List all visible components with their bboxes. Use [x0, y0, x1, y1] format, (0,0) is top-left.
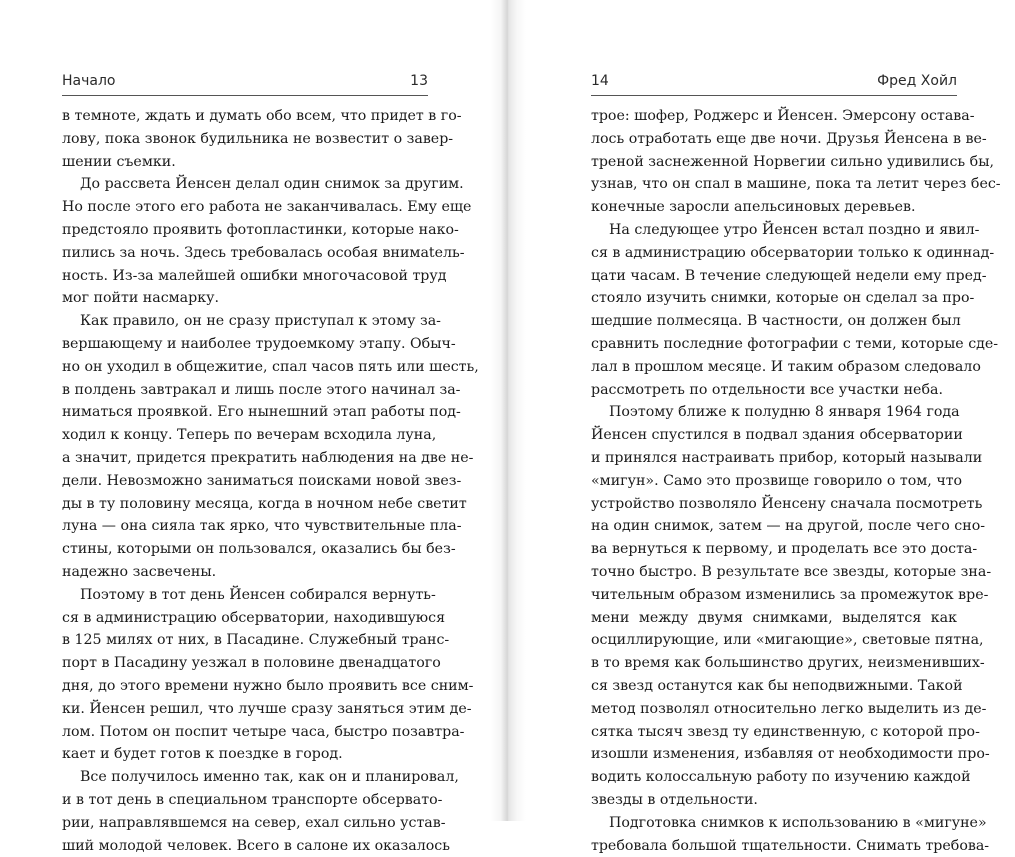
text-line: сравнить последние фотографии с теми, которые сде-	[591, 333, 957, 356]
text-line: и принялся настраивать прибор, который называли	[591, 447, 957, 470]
left-page-header	[62, 73, 428, 96]
text-line: в темноте, ждать и думать обо всем, что придет в го-	[62, 105, 428, 128]
text-line: ся в администрацию обсерватории, находившуюся	[62, 607, 428, 630]
text-line: дня, до этого времени нужно было проявить все сним-	[62, 675, 428, 698]
text-line: ды в ту половину месяца, когда в ночном небе светит	[62, 493, 428, 516]
text-line: лал в прошлом месяце. И таким образом следовало	[591, 356, 957, 379]
text-line: Поэтому ближе к полудню 8 января 1964 года	[591, 401, 957, 424]
text-line: луна — она сияла так ярко, что чувствительные пла-	[62, 515, 428, 538]
text-line: шении съемки.	[62, 151, 428, 174]
page-number: 14	[591, 73, 609, 89]
text-line: но он уходил в общежитие, спал часов пять или шесть,	[62, 356, 428, 379]
text-line: устройство позволяло Йенсену сначала посмотреть	[591, 493, 957, 516]
text-line: рассмотреть по отдельности все участки неба.	[591, 379, 957, 402]
text-line: в 125 милях от них, в Пасадине. Служебный транс-	[62, 629, 428, 652]
text-line: а значит, придется прекратить наблюдения на две не-	[62, 447, 428, 470]
text-line: ниматься проявкой. Его нынешний этап работы под-	[62, 401, 428, 424]
text-line: надежно засвечены.	[62, 561, 428, 584]
text-line: ся звезд останутся как бы неподвижными. Такой	[591, 675, 957, 698]
text-line: чительным образом изменились за промежуток вре-	[591, 584, 957, 607]
text-line: кает и будет готов к поездке в город.	[62, 743, 428, 766]
text-line: звезды в отдельности.	[591, 789, 957, 812]
text-line: пились за ночь. Здесь требовалась особая внимatель-	[62, 242, 428, 265]
text-line: требовала большой тщательности. Снимать требова-	[591, 835, 957, 857]
text-line: ся в администрацию обсерватории только к одиннад-	[591, 242, 957, 265]
text-line: ность. Из-за малейшей ошибки многочасовой труд	[62, 265, 428, 288]
text-line: изошли изменения, избавляя от необходимости про-	[591, 743, 957, 766]
text-line: Как правило, он не сразу приступал к этому за-	[62, 310, 428, 333]
text-line: Подготовка снимков к использованию в «мигуне»	[591, 812, 957, 835]
text-line: мог пойти насмарку.	[62, 287, 428, 310]
text-line: сятка тысяч звезд ту единственную, с которой про-	[591, 721, 957, 744]
text-line: ший молодой человек. Всего в салоне их оказалось	[62, 835, 428, 857]
text-line: в то время как большинство других, неизменивших-	[591, 652, 957, 675]
text-line: шедшие полмесяца. В частности, он должен был	[591, 310, 957, 333]
text-line: Поэтому в тот день Йенсен собирался вернуть-	[62, 584, 428, 607]
text-line: предстояло проявить фотопластинки, которые нако-	[62, 219, 428, 242]
text-line: «мигун». Само это прозвище говорило о том, что	[591, 470, 957, 493]
text-line: конечные заросли апельсиновых деревьев.	[591, 196, 957, 219]
text-line: цати часам. В течение следующей недели ему пред-	[591, 265, 957, 288]
text-line: треной заснеженной Норвегии сильно удивились бы,	[591, 151, 957, 174]
text-line: мени между двумя снимками, выделятся как	[591, 607, 957, 630]
text-line: ходил к концу. Теперь по вечерам всходила луна,	[62, 424, 428, 447]
text-line: До рассвета Йенсен делал один снимок за другим.	[62, 173, 428, 196]
text-line: стины, которыми он пользовался, оказались бы без-	[62, 538, 428, 561]
left-page-body-text	[62, 105, 428, 857]
right-page	[507, 0, 1015, 821]
text-line: Но после этого его работа не заканчивалась. Ему еще	[62, 196, 428, 219]
text-line: и в тот день в специальном транспорте обсервато-	[62, 789, 428, 812]
text-line: вершающему и наиболее трудоемкому этапу. Обыч-	[62, 333, 428, 356]
text-line: ва вернуться к первому, и проделать все это доста-	[591, 538, 957, 561]
text-line: точно быстро. В результате все звезды, которые зна-	[591, 561, 957, 584]
running-title: Фред Хойл	[877, 73, 957, 89]
running-title: Начало	[62, 73, 115, 89]
text-line: на один снимок, затем — на другой, после чего сно-	[591, 515, 957, 538]
text-line: На следующее утро Йенсен встал поздно и явил-	[591, 219, 957, 242]
text-line: лось отработать еще две ночи. Друзья Йенсена в ве-	[591, 128, 957, 151]
right-page-header	[591, 73, 957, 96]
left-page	[0, 0, 507, 821]
text-line: стояло изучить снимки, которые он сделал за про-	[591, 287, 957, 310]
text-line: трое: шофер, Роджерс и Йенсен. Эмерсону оставa-	[591, 105, 957, 128]
page-number: 13	[410, 73, 428, 89]
text-line: Йенсен спустился в подвал здания обсерватории	[591, 424, 957, 447]
text-line: лом. Потом он поспит четыре часа, быстро позавтра-	[62, 721, 428, 744]
text-line: рии, направлявшемся на север, ехал сильно устав-	[62, 812, 428, 835]
right-page-body-text	[591, 105, 957, 857]
text-line: метод позволял относительно легко выделить из де-	[591, 698, 957, 721]
text-line: узнав, что он спал в машине, пока та летит через бес-	[591, 173, 957, 196]
text-line: лову, пока звонок будильника не возвестит о завер-	[62, 128, 428, 151]
text-line: Все получилось именно так, как он и планировал,	[62, 766, 428, 789]
text-line: ки. Йенсен решил, что лучше сразу заняться этим де-	[62, 698, 428, 721]
text-line: дели. Невозможно заниматься поисками новой звез-	[62, 470, 428, 493]
text-line: в полдень завтракал и лишь после этого начинал за-	[62, 379, 428, 402]
text-line: осциллирующие, или «мигающие», световые пятна,	[591, 629, 957, 652]
text-line: водить колоссальную работу по изучению каждой	[591, 766, 957, 789]
text-line: порт в Пасадину уезжал в половине двенадцатого	[62, 652, 428, 675]
